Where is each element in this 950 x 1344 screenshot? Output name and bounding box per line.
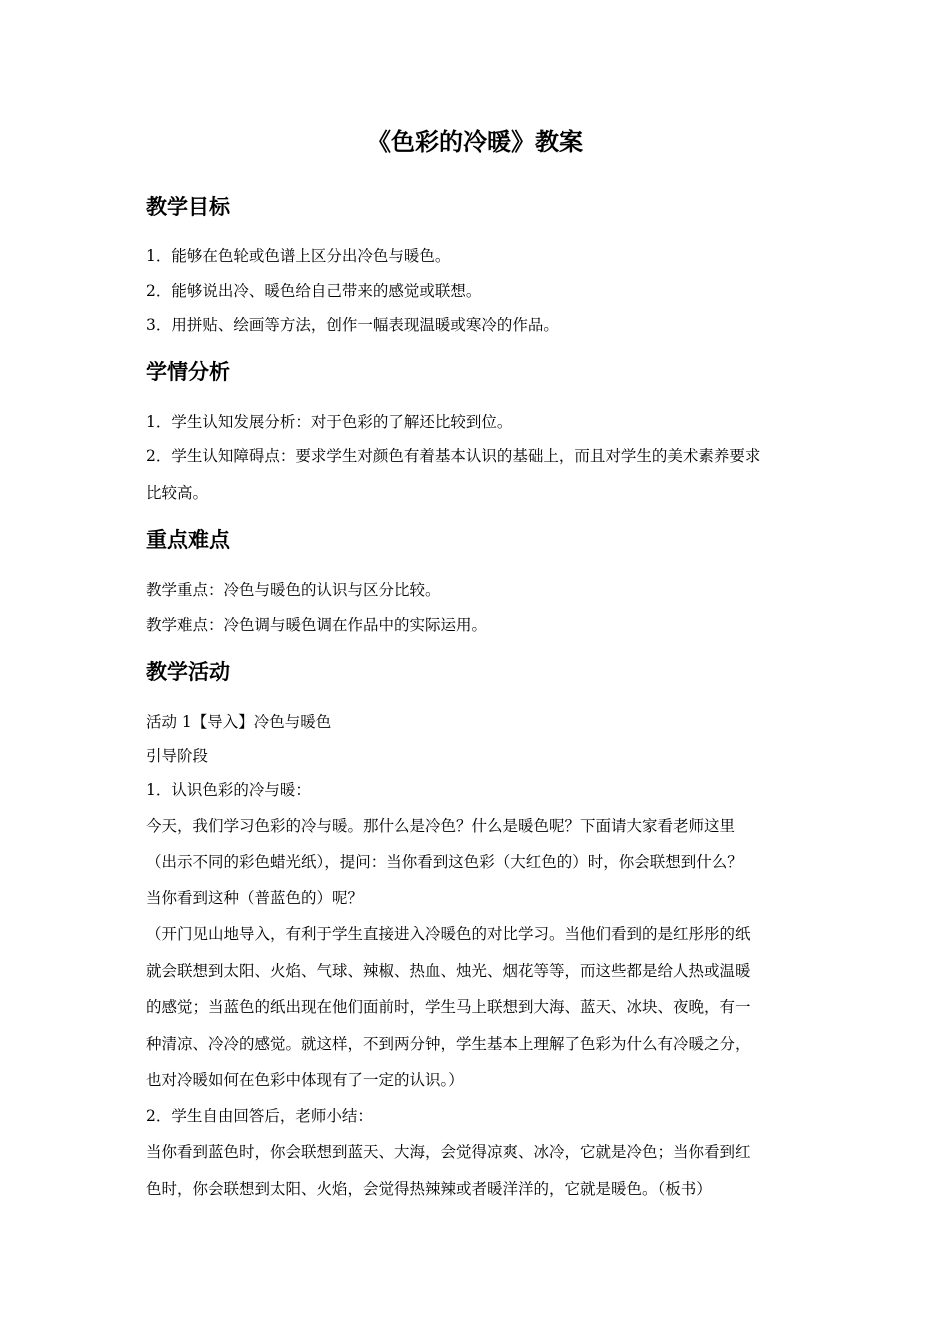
- activity-line-8: 就会联想到太阳、火焰、气球、辣椒、热血、烛光、烟花等等，而这些都是给人热或温暖: [146, 962, 751, 980]
- objective-item-3: 3．用拼贴、绘画等方法，创作一幅表现温暖或寒冷的作品。: [146, 316, 559, 334]
- activity-line-12: 2．学生自由回答后，老师小结：: [146, 1107, 373, 1125]
- activity-line-6: 当你看到这种（普蓝色的）呢？: [146, 889, 364, 907]
- activity-line-11: 也对冷暖如何在色彩中体现有了一定的认识。）: [146, 1071, 464, 1089]
- document-title: 《色彩的冷暖》教案: [367, 128, 583, 156]
- activity-line-14: 色时，你会联想到太阳、火焰，会觉得热辣辣或者暖洋洋的，它就是暖色。（板书）: [146, 1180, 712, 1198]
- analysis-line-3: 比较高。: [146, 484, 209, 502]
- activity-line-1: 活动 1【导入】冷色与暖色: [146, 713, 332, 731]
- key-point-line-1: 教学重点：冷色与暖色的认识与区分比较。: [146, 581, 441, 599]
- heading-key-points: 重点难点: [146, 528, 230, 552]
- activity-line-13: 当你看到蓝色时，你会联想到蓝天、大海，会觉得凉爽、冰冷，它就是冷色；当你看到红: [146, 1143, 751, 1161]
- key-point-line-2: 教学难点：冷色调与暖色调在作品中的实际运用。: [146, 616, 488, 634]
- activity-line-3: 1．认识色彩的冷与暖：: [146, 781, 311, 799]
- objective-item-2: 2．能够说出冷、暖色给自己带来的感觉或联想。: [146, 282, 482, 300]
- activity-line-2: 引导阶段: [146, 747, 209, 765]
- activity-line-5: （出示不同的彩色蜡光纸），提问：当你看到这色彩（大红色的）时，你会联想到什么？: [146, 853, 743, 871]
- heading-analysis: 学情分析: [146, 360, 230, 384]
- heading-activities: 教学活动: [146, 660, 230, 684]
- activity-line-7: （开门见山地导入，有利于学生直接进入冷暖色的对比学习。当他们看到的是红彤彤的纸: [146, 925, 751, 943]
- analysis-line-1: 1．学生认知发展分析：对于色彩的了解还比较到位。: [146, 413, 513, 431]
- analysis-line-2: 2．学生认知障碍点：要求学生对颜色有着基本认识的基础上，而且对学生的美术素养要求: [146, 447, 761, 465]
- heading-objectives: 教学目标: [146, 195, 230, 219]
- activity-line-10: 种清凉、冷冷的感觉。就这样，不到两分钟，学生基本上理解了色彩为什么有冷暖之分，: [146, 1035, 751, 1053]
- objective-item-1: 1．能够在色轮或色谱上区分出冷色与暖色。: [146, 247, 451, 265]
- activity-line-4: 今天，我们学习色彩的冷与暖。那什么是冷色？什么是暖色呢？下面请大家看老师这里: [146, 817, 736, 835]
- activity-line-9: 的感觉；当蓝色的纸出现在他们面前时，学生马上联想到大海、蓝天、冰块、夜晚，有一: [146, 998, 751, 1016]
